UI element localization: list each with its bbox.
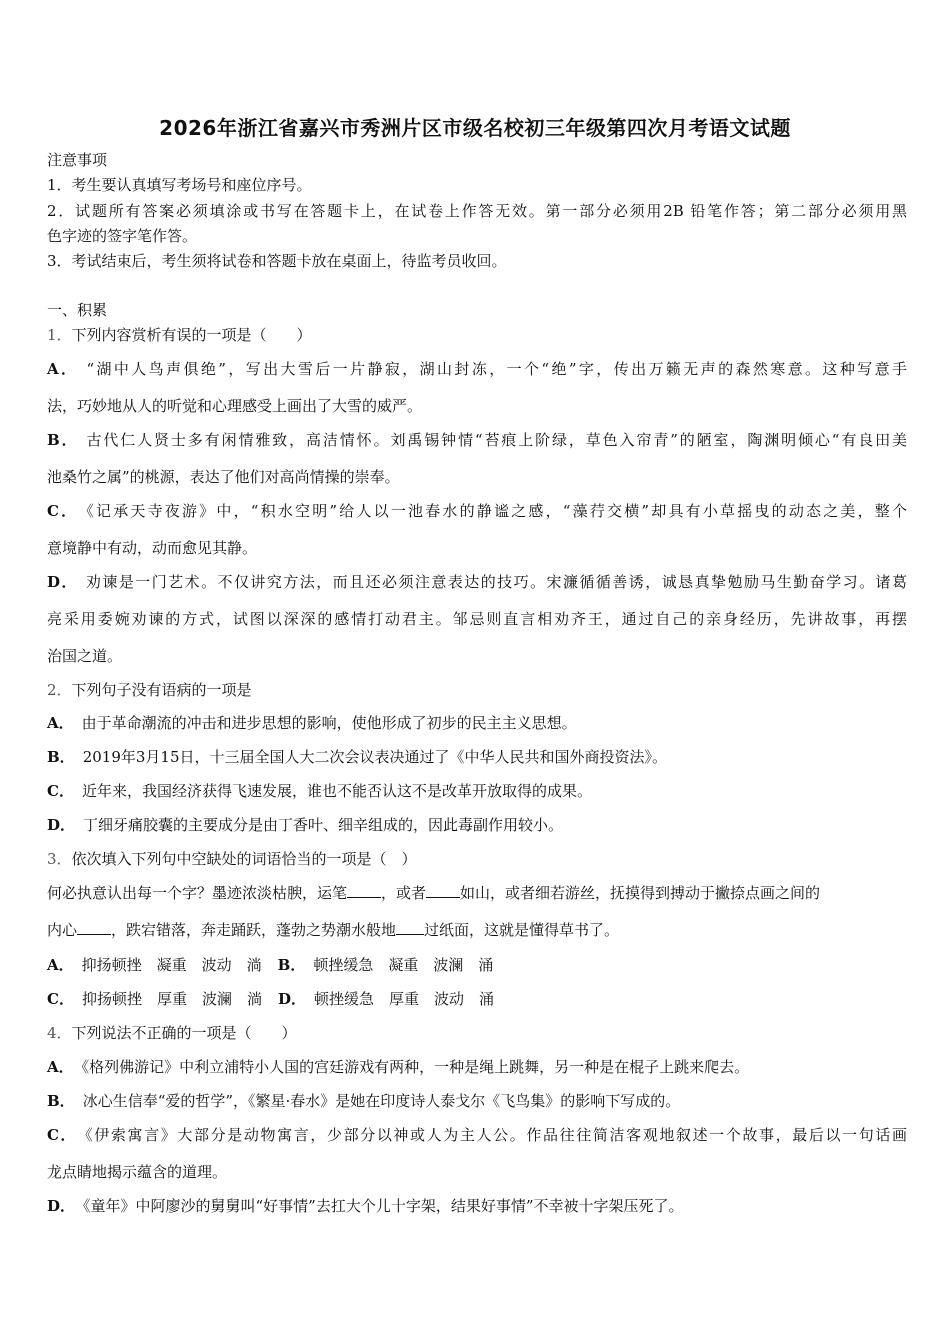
question-2-stem [47, 680, 907, 700]
option-text: 《伊索寓言》大部分是动物寓言，少部分以神或人为主人公。作品往往简洁客观地叙述一个故事，最后以一句话画 [85, 1126, 907, 1144]
q2-option-b [47, 747, 907, 767]
notice-item: 色字迹的签字笔作答。 [47, 227, 198, 245]
question-number: 3． [47, 850, 72, 868]
option-label: C． [47, 782, 74, 800]
option-label: B． [277, 956, 306, 974]
answer-blank [347, 883, 381, 898]
notice-heading: 注意事项 [47, 151, 108, 169]
q2-option-a [47, 713, 907, 733]
q1-option-d [47, 572, 907, 592]
q1-option-b-cont: 池桑竹之属”的桃源，表达了他们对高尚情操的崇奉。 [47, 468, 400, 486]
option-label: B． [47, 1092, 75, 1110]
question-text: 依次填入下列句中空缺处的词语恰当的一项是（ ） [71, 850, 417, 868]
option-text: 冰心生信奉“爱的哲学”，《繁星·春水》是她在印度诗人泰戈尔《飞鸟集》的影响下写成的。 [82, 1092, 681, 1110]
option-text: 抑扬顿挫 凝重 波动 淌 [81, 956, 262, 974]
answer-blank [396, 920, 424, 935]
option-text: “湖中人鸟声俱绝”，写出大雪后一片静寂，湖山封冻，一个“绝”字，传出万籁无声的森然寒意。这种写意手 [86, 360, 908, 378]
q4-option-c-cont: 龙点睛地揭示蕴含的道理。 [47, 1163, 228, 1181]
q1-option-b [47, 430, 907, 450]
q1-option-a [47, 359, 907, 379]
q3-options-row [47, 989, 907, 1009]
question-text: 下列内容赏析有误的一项是（ ） [71, 326, 312, 344]
option-text: 顿挫缓急 凝重 波澜 涌 [313, 956, 494, 974]
option-text: 2019年3月15日，十三届全国人大二次会议表决通过了《中华人民共和国外商投资法》。 [82, 748, 667, 766]
option-text: 近年来，我国经济获得飞速发展，谁也不能否认这不是改革开放取得的成果。 [81, 782, 592, 800]
q4-option-b [47, 1091, 907, 1111]
option-label: B． [47, 431, 79, 449]
q2-option-c [47, 781, 907, 801]
option-text: 劝谏是一门艺术。不仅讲究方法，而且还必须注意表达的技巧。宋濂循循善诱，诚恳真挚勉励马生勤奋学习。诸葛 [85, 573, 907, 591]
option-label: C． [47, 502, 79, 520]
passage-text: 如山，或者细若游丝，抚摸得到搏动于撇捺点画之间的 [460, 884, 821, 902]
option-text: 抑扬顿挫 厚重 波澜 淌 [81, 990, 262, 1008]
question-1-stem [47, 325, 907, 345]
question-3-stem [47, 849, 907, 869]
option-label: A． [47, 360, 79, 378]
question-number: 1． [47, 326, 72, 344]
option-label: D． [47, 573, 78, 591]
option-text: 《记承天寺夜游》中，“积水空明”给人以一池春水的静谧之感，“藻荇交横”却具有小草摇曳的动态之美，整个 [86, 502, 907, 520]
option-label: D． [47, 816, 76, 834]
option-label: C． [47, 990, 74, 1008]
passage-text: 何必执意认出每一个字？墨迹浓淡枯腴，运笔 [47, 884, 348, 902]
option-text: 由于革命潮流的冲击和进步思想的影响，使他形成了初步的民主主义思想。 [81, 714, 577, 732]
option-label: C． [47, 1126, 78, 1144]
q4-option-a [47, 1057, 907, 1077]
page-title: 2026年浙江省嘉兴市秀洲片区市级名校初三年级第四次月考语文试题 [159, 116, 791, 140]
answer-blank [426, 883, 460, 898]
q4-option-d [47, 1196, 907, 1216]
option-label: A． [47, 1058, 74, 1076]
notice-item: 2．试题所有答案必须填涂或书写在答题卡上，在试卷上作答无效。第一部分必须用2B 铅笔作答；第二部分必须用黑 [47, 202, 907, 220]
question-text: 下列说法不正确的一项是（ ） [71, 1024, 297, 1042]
option-label: B． [47, 748, 75, 766]
option-text: 《格列佛游记》中利立浦特小人国的宫廷游戏有两种，一种是绳上跳舞，另一种是在棍子上跳来爬去。 [81, 1058, 750, 1076]
notice-item: 3．考试结束后，考生须将试卷和答题卡放在桌面上，待监考员收回。 [47, 252, 507, 270]
q1-option-d-cont: 亮采用委婉劝谏的方式，试图以深深的感情打动君主。邹忌则直言相劝齐王，通过自己的亲身经历，先讲故事，再摆 [47, 610, 907, 628]
option-text: 《童年》中阿廖沙的舅舅叫“好事情”去扛大个儿十字架，结果好事情”不幸被十字架压死了。 [83, 1197, 684, 1215]
passage-text: ，或者 [381, 884, 427, 902]
q1-option-a-cont: 法，巧妙地从人的听觉和心理感受上画出了大雪的威严。 [47, 397, 423, 415]
option-text: 顿挫缓急 厚重 波动 涌 [313, 990, 494, 1008]
option-label: A． [47, 956, 74, 974]
question-4-stem [47, 1023, 907, 1043]
section-heading: 一、积累 [47, 301, 108, 319]
question-text: 下列句子没有语病的一项是 [71, 681, 252, 699]
notice-item: 1．考生要认真填写考场号和座位序号。 [47, 176, 312, 194]
passage-text: ，跌宕错落，奔走踊跃，蓬勃之势潮水般地 [111, 921, 397, 939]
question-number: 4． [47, 1024, 72, 1042]
q3-options-row [47, 955, 907, 975]
passage-text: 过纸面，这就是懂得草书了。 [424, 921, 620, 939]
question-number: 2． [47, 681, 72, 699]
q4-option-c [47, 1125, 907, 1145]
q2-option-d [47, 815, 907, 835]
option-label: D． [277, 990, 306, 1008]
q3-passage-line [47, 883, 907, 903]
option-text: 丁细牙痛胶囊的主要成分是由丁香叶、细辛组成的，因此毒副作用较小。 [83, 816, 564, 834]
answer-blank [77, 920, 111, 935]
q3-passage-line [47, 920, 907, 940]
option-label: D． [47, 1197, 76, 1215]
option-label: A． [47, 714, 74, 732]
passage-text: 内心 [47, 921, 78, 939]
q1-option-d-cont: 治国之道。 [47, 647, 123, 665]
q1-option-c-cont: 意境静中有动，动而愈见其静。 [47, 539, 258, 557]
option-text: 古代仁人贤士多有闲情雅致，高洁情怀。刘禹锡钟情“苔痕上阶绿，草色入帘青”的陋室，陶渊明倾心“有良田美 [86, 431, 907, 449]
q1-option-c [47, 501, 907, 521]
